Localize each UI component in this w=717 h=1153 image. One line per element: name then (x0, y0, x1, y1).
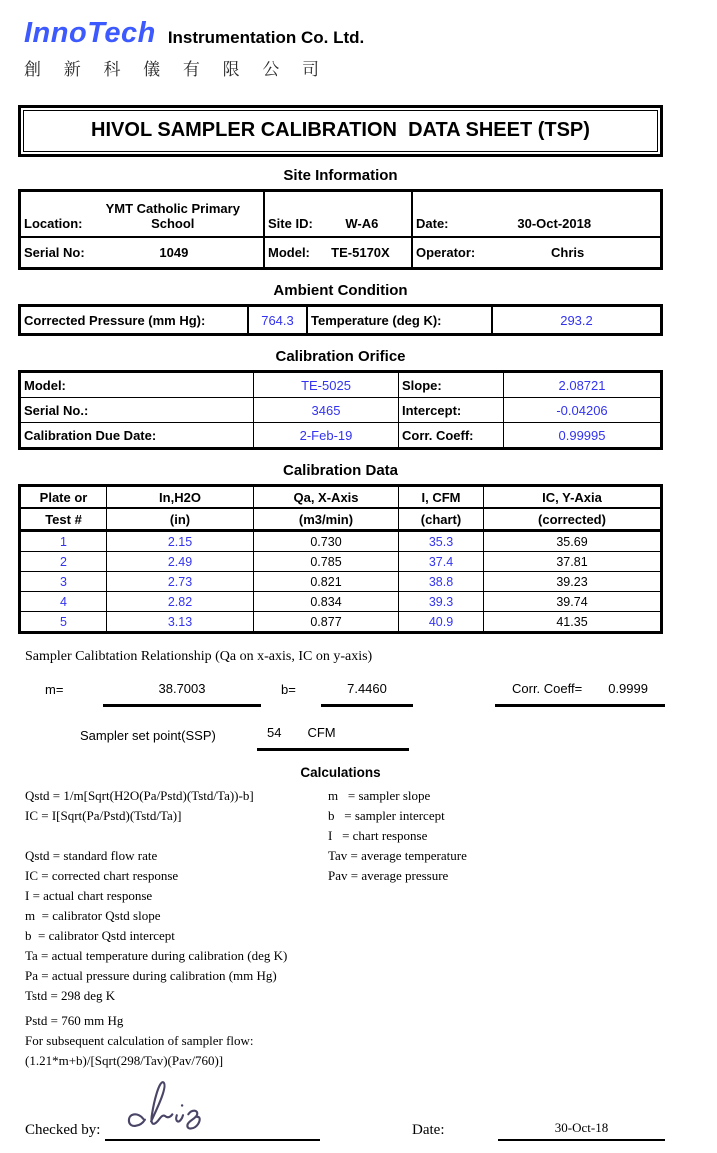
column-header: (corrected) (483, 509, 660, 529)
serial-no-value: 1049 (159, 245, 189, 260)
definition-line: Pav = average pressure (328, 868, 449, 883)
model-value: TE-5170X (331, 245, 390, 260)
table-row (21, 397, 660, 422)
sampler-set-point-field (257, 725, 409, 751)
pressure-value: 764.3 (261, 312, 294, 328)
cell: 2.49 (106, 552, 253, 571)
due-date-value-cell (253, 423, 398, 447)
formula-line: (1.21*m+b)/[Sqrt(298/Tav)(Pav/760)] (25, 1053, 224, 1068)
cell: 37.81 (483, 552, 660, 571)
location-label: Location: (24, 216, 83, 231)
slope-label-cell (398, 373, 503, 397)
column-header: IC, Y-Axia (483, 487, 660, 507)
column-header: I, CFM (398, 487, 483, 507)
operator-label: Operator: (416, 245, 476, 260)
date-cell (411, 192, 660, 236)
definition-line: I = chart response (328, 828, 428, 843)
note-line: For subsequent calculation of sampler flow: (25, 1033, 254, 1048)
document-title-inner-border (23, 110, 658, 152)
calibration-data-table (18, 484, 663, 634)
cell: 4 (60, 594, 67, 609)
slope-label: Slope: (402, 377, 442, 393)
definition-line: IC = corrected chart response (25, 868, 179, 883)
cell: 39.3 (398, 592, 483, 611)
intercept-label: Intercept: (402, 402, 462, 418)
formula-line: Qstd = 1/m[Sqrt(H2O(Pa/Pstd)(Tstd/Ta))-b] (25, 788, 254, 803)
due-date-cell (21, 423, 253, 447)
corr-coeff-value: 0.99995 (558, 427, 606, 443)
cell: 2.82 (106, 592, 253, 611)
table-row (21, 373, 660, 397)
b-label: b= (281, 682, 296, 697)
b-value: 7.4460 (321, 681, 413, 707)
temperature-label-cell (306, 307, 491, 333)
serial-no-label: Serial No: (24, 245, 85, 260)
cell: 39.74 (483, 592, 660, 611)
company-name: Instrumentation Co. Ltd. (167, 28, 365, 47)
calculations-left-column (18, 786, 320, 1006)
operator-cell (411, 238, 660, 267)
definition-line: Tstd = 298 deg K (25, 988, 116, 1003)
definition-line: m = calibrator Qstd slope (25, 908, 161, 923)
definition-line: b = calibrator Qstd intercept (25, 928, 175, 943)
temperature-value-cell (491, 307, 660, 333)
cell: 2 (60, 554, 67, 569)
cell: 41.35 (483, 612, 660, 631)
calculations-columns (18, 786, 663, 1006)
cell: 2.73 (106, 572, 253, 591)
pressure-value-cell (247, 307, 306, 333)
footer-date-value: 30-Oct-18 (498, 1120, 665, 1141)
table-row (21, 238, 660, 267)
site-information-table (18, 189, 663, 270)
calibration-data-heading: Calibration Data (282, 462, 399, 479)
sampler-set-point-unit: CFM (307, 725, 336, 740)
date-label: Date: (416, 216, 449, 231)
column-header: In,H2O (106, 487, 253, 507)
orifice-serial-value-cell (253, 398, 398, 422)
site-information-heading: Site Information (283, 167, 398, 184)
due-date-value: 2-Feb-19 (299, 427, 353, 443)
slope-value: 2.08721 (558, 377, 606, 393)
date-value: 30-Oct-2018 (517, 216, 592, 231)
footer-date-label: Date: (412, 1122, 445, 1138)
ambient-condition-table (18, 304, 663, 336)
serial-no-cell (21, 238, 263, 267)
intercept-value: -0.04206 (556, 402, 608, 418)
signature-footer (18, 1079, 663, 1153)
column-header: (in) (106, 509, 253, 529)
definition-line: Qstd = standard flow rate (25, 848, 158, 863)
relationship-values-row (18, 671, 663, 707)
header-row (21, 509, 660, 532)
header-row (21, 487, 660, 509)
definition-line: Ta = actual temperature during calibration (deg K) (25, 948, 288, 963)
calibration-orifice-table (18, 370, 663, 450)
ambient-condition-heading: Ambient Condition (273, 282, 408, 299)
table-row (21, 551, 660, 571)
model-cell (263, 238, 411, 267)
handwritten-signature (108, 1078, 258, 1140)
formula-line: IC = I[Sqrt(Pa/Pstd)(Tstd/Ta)] (25, 808, 182, 823)
relationship-heading: Sampler Calibtation Relationship (Qa on x-axis, IC on y-axis) (25, 649, 373, 664)
table-row (21, 422, 660, 447)
definition-line: Pa = actual pressure during calibration (mm Hg) (25, 968, 277, 983)
column-header: Qa, X-Axis (253, 487, 398, 507)
cell: 0.821 (253, 572, 398, 591)
corr-coeff-field (495, 681, 665, 707)
corr-coeff-label-cell (398, 423, 503, 447)
definition-line: b = sampler intercept (328, 808, 445, 823)
orifice-serial-cell (21, 398, 253, 422)
model-label: Model: (268, 245, 310, 260)
sampler-set-point-value: 54 (267, 725, 282, 740)
table-row (21, 532, 660, 551)
calibration-orifice-heading: Calibration Orifice (275, 348, 406, 365)
cell: 2.15 (106, 532, 253, 551)
intercept-label-cell (398, 398, 503, 422)
cell: 35.3 (398, 532, 483, 551)
document-title: HIVOL SAMPLER CALIBRATION DATA SHEET (TSP) (91, 119, 590, 141)
checked-by-label: Checked by: (25, 1122, 101, 1138)
cell: 0.730 (253, 532, 398, 551)
column-header: (chart) (398, 509, 483, 529)
cell: 3 (60, 574, 67, 589)
calibration-data-sheet (18, 0, 663, 1153)
table-row (21, 591, 660, 611)
orifice-model-cell (21, 373, 253, 397)
cell: 0.785 (253, 552, 398, 571)
cell: 3.13 (106, 612, 253, 631)
orifice-model-value-cell (253, 373, 398, 397)
m-value: 38.7003 (103, 681, 261, 707)
column-header: (m3/min) (253, 509, 398, 529)
location-value: YMT Catholic Primary School (105, 201, 240, 231)
table-row (21, 611, 660, 631)
temperature-label: Temperature (deg K): (311, 312, 442, 328)
site-id-label: Site ID: (268, 216, 313, 231)
corr-coeff-label: Corr. Coeff: (402, 427, 474, 443)
calculations-extra-lines (18, 1011, 663, 1071)
column-header: Test # (45, 511, 82, 527)
formula-line (25, 826, 320, 846)
calculations-right-column (320, 786, 663, 1006)
orifice-serial-value: 3465 (311, 402, 341, 418)
calculations-heading: Calculations (300, 765, 381, 780)
table-row (21, 307, 660, 333)
cell: 1 (60, 534, 67, 549)
slope-value-cell (503, 373, 660, 397)
company-name-chinese: 創 新 科 儀 有 限 公 司 (24, 60, 329, 79)
cell: 35.69 (483, 532, 660, 551)
site-id-cell (263, 192, 411, 236)
column-header: Plate or (39, 489, 88, 505)
cell: 38.8 (398, 572, 483, 591)
pressure-label-cell (21, 307, 247, 333)
company-logo-text: InnoTech (24, 17, 156, 49)
document-title-box (18, 105, 663, 157)
cell: 37.4 (398, 552, 483, 571)
temperature-value: 293.2 (560, 312, 593, 328)
orifice-model-label: Model: (24, 377, 66, 393)
orifice-serial-label: Serial No.: (24, 402, 89, 418)
corr-coeff-value-cell (503, 423, 660, 447)
company-header (18, 16, 663, 50)
definition-line: Pstd = 760 mm Hg (25, 1013, 124, 1028)
table-row (21, 192, 660, 238)
corr-coeff-eq-value: 0.9999 (608, 681, 648, 696)
sampler-set-point-label: Sampler set point(SSP) (80, 728, 216, 743)
pressure-label: Corrected Pressure (mm Hg): (24, 312, 206, 328)
cell: 39.23 (483, 572, 660, 591)
corr-coeff-eq-label: Corr. Coeff= (512, 681, 583, 696)
due-date-label: Calibration Due Date: (24, 427, 157, 443)
operator-value: Chris (551, 245, 585, 260)
intercept-value-cell (503, 398, 660, 422)
definition-line: m = sampler slope (328, 788, 431, 803)
site-id-value: W-A6 (345, 216, 379, 231)
cell: 0.834 (253, 592, 398, 611)
table-row (21, 571, 660, 591)
definition-line: Tav = average temperature (328, 848, 467, 863)
m-label: m= (45, 682, 64, 697)
cell: 5 (60, 614, 67, 629)
definition-line: I = actual chart response (25, 888, 153, 903)
checked-by-signature-line (105, 1139, 320, 1141)
cell: 0.877 (253, 612, 398, 631)
orifice-model-value: TE-5025 (301, 377, 351, 393)
sampler-set-point-row (18, 721, 663, 751)
location-cell (21, 192, 263, 236)
cell: 40.9 (398, 612, 483, 631)
